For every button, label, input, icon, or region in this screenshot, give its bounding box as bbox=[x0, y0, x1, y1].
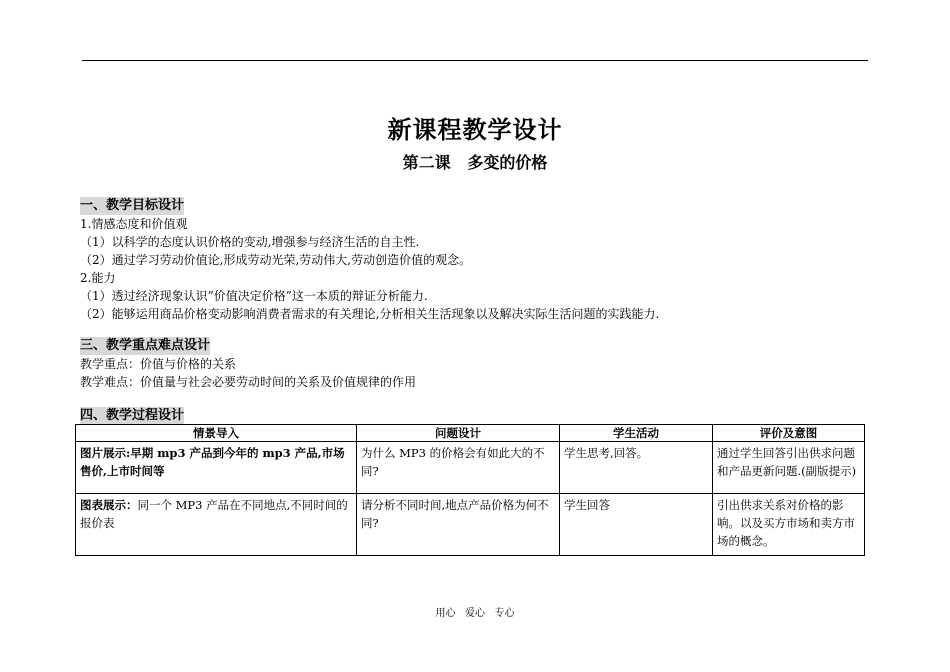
section-heading: 三、教学重点难点设计 bbox=[80, 338, 211, 353]
table-cell-lead bbox=[76, 442, 357, 494]
section-process bbox=[80, 406, 870, 425]
text-line: （2）通过学习劳动价值论,形成劳动光荣,劳动伟大,劳动创造价值的观念。 bbox=[80, 253, 472, 267]
text-line: 1.情感态度和价值观 bbox=[80, 217, 188, 231]
column-header: 情景导入 bbox=[76, 425, 357, 442]
column-header: 评价及意图 bbox=[713, 425, 865, 442]
table-cell-question: 为什么 MP3 的价格会有如此大的不同? bbox=[357, 442, 560, 494]
lead-label: 图片展示:早期 mp3 产品到今年的 mp3 产品,市场售价,上市时间等 bbox=[80, 446, 345, 478]
table-row bbox=[76, 494, 865, 556]
text-line: （1）以科学的态度认识价格的变动,增强参与经济生活的自主性. bbox=[80, 235, 420, 249]
table-cell-intent: 通过学生回答引出供求问题和产品更新问题.(副版提示) bbox=[713, 442, 865, 494]
column-header: 学生活动 bbox=[560, 425, 713, 442]
table-cell-intent: 引出供求关系对价格的影响。以及买方市场和卖方市场的概念。 bbox=[713, 494, 865, 556]
process-table bbox=[75, 424, 865, 556]
table-cell-question: 请分析不同时间,地点产品价格为何不同? bbox=[357, 494, 560, 556]
section-key-points bbox=[80, 336, 870, 391]
table-row bbox=[76, 442, 865, 494]
lead-text: 同一个 MP3 产品在不同地点,不同时间的报价表 bbox=[80, 498, 348, 530]
text-line: （1）透过经济现象认识”价值决定价格”这一本质的辩证分析能力. bbox=[80, 289, 428, 303]
section-heading: 四、教学过程设计 bbox=[80, 408, 185, 423]
page-title: 新课程教学设计 bbox=[387, 115, 563, 144]
table-cell-lead bbox=[76, 494, 357, 556]
text-line: 2.能力 bbox=[80, 271, 116, 285]
text-line: （2）能够运用商品价格变动影响消费者需求的有关理论,分析相关生活现象以及解决实际生活问题的实践能力. bbox=[80, 307, 660, 321]
table-cell-activity: 学生思考,回答。 bbox=[560, 442, 713, 494]
table-cell-activity: 学生回答 bbox=[560, 494, 713, 556]
section-heading: 一、教学目标设计 bbox=[80, 198, 185, 213]
page-subtitle: 第二课 多变的价格 bbox=[402, 153, 548, 172]
text-line: 教学重点：价值与价格的关系 bbox=[80, 357, 237, 371]
lead-label: 图表展示： bbox=[80, 498, 138, 512]
header-rule bbox=[82, 60, 868, 61]
table-header-row bbox=[76, 425, 865, 442]
section-teaching-goals bbox=[80, 196, 870, 323]
page-footer: 用心 爱心 专心 bbox=[435, 608, 515, 619]
text-line: 教学难点：价值量与社会必要劳动时间的关系及价值规律的作用 bbox=[80, 375, 417, 389]
column-header: 问题设计 bbox=[357, 425, 560, 442]
